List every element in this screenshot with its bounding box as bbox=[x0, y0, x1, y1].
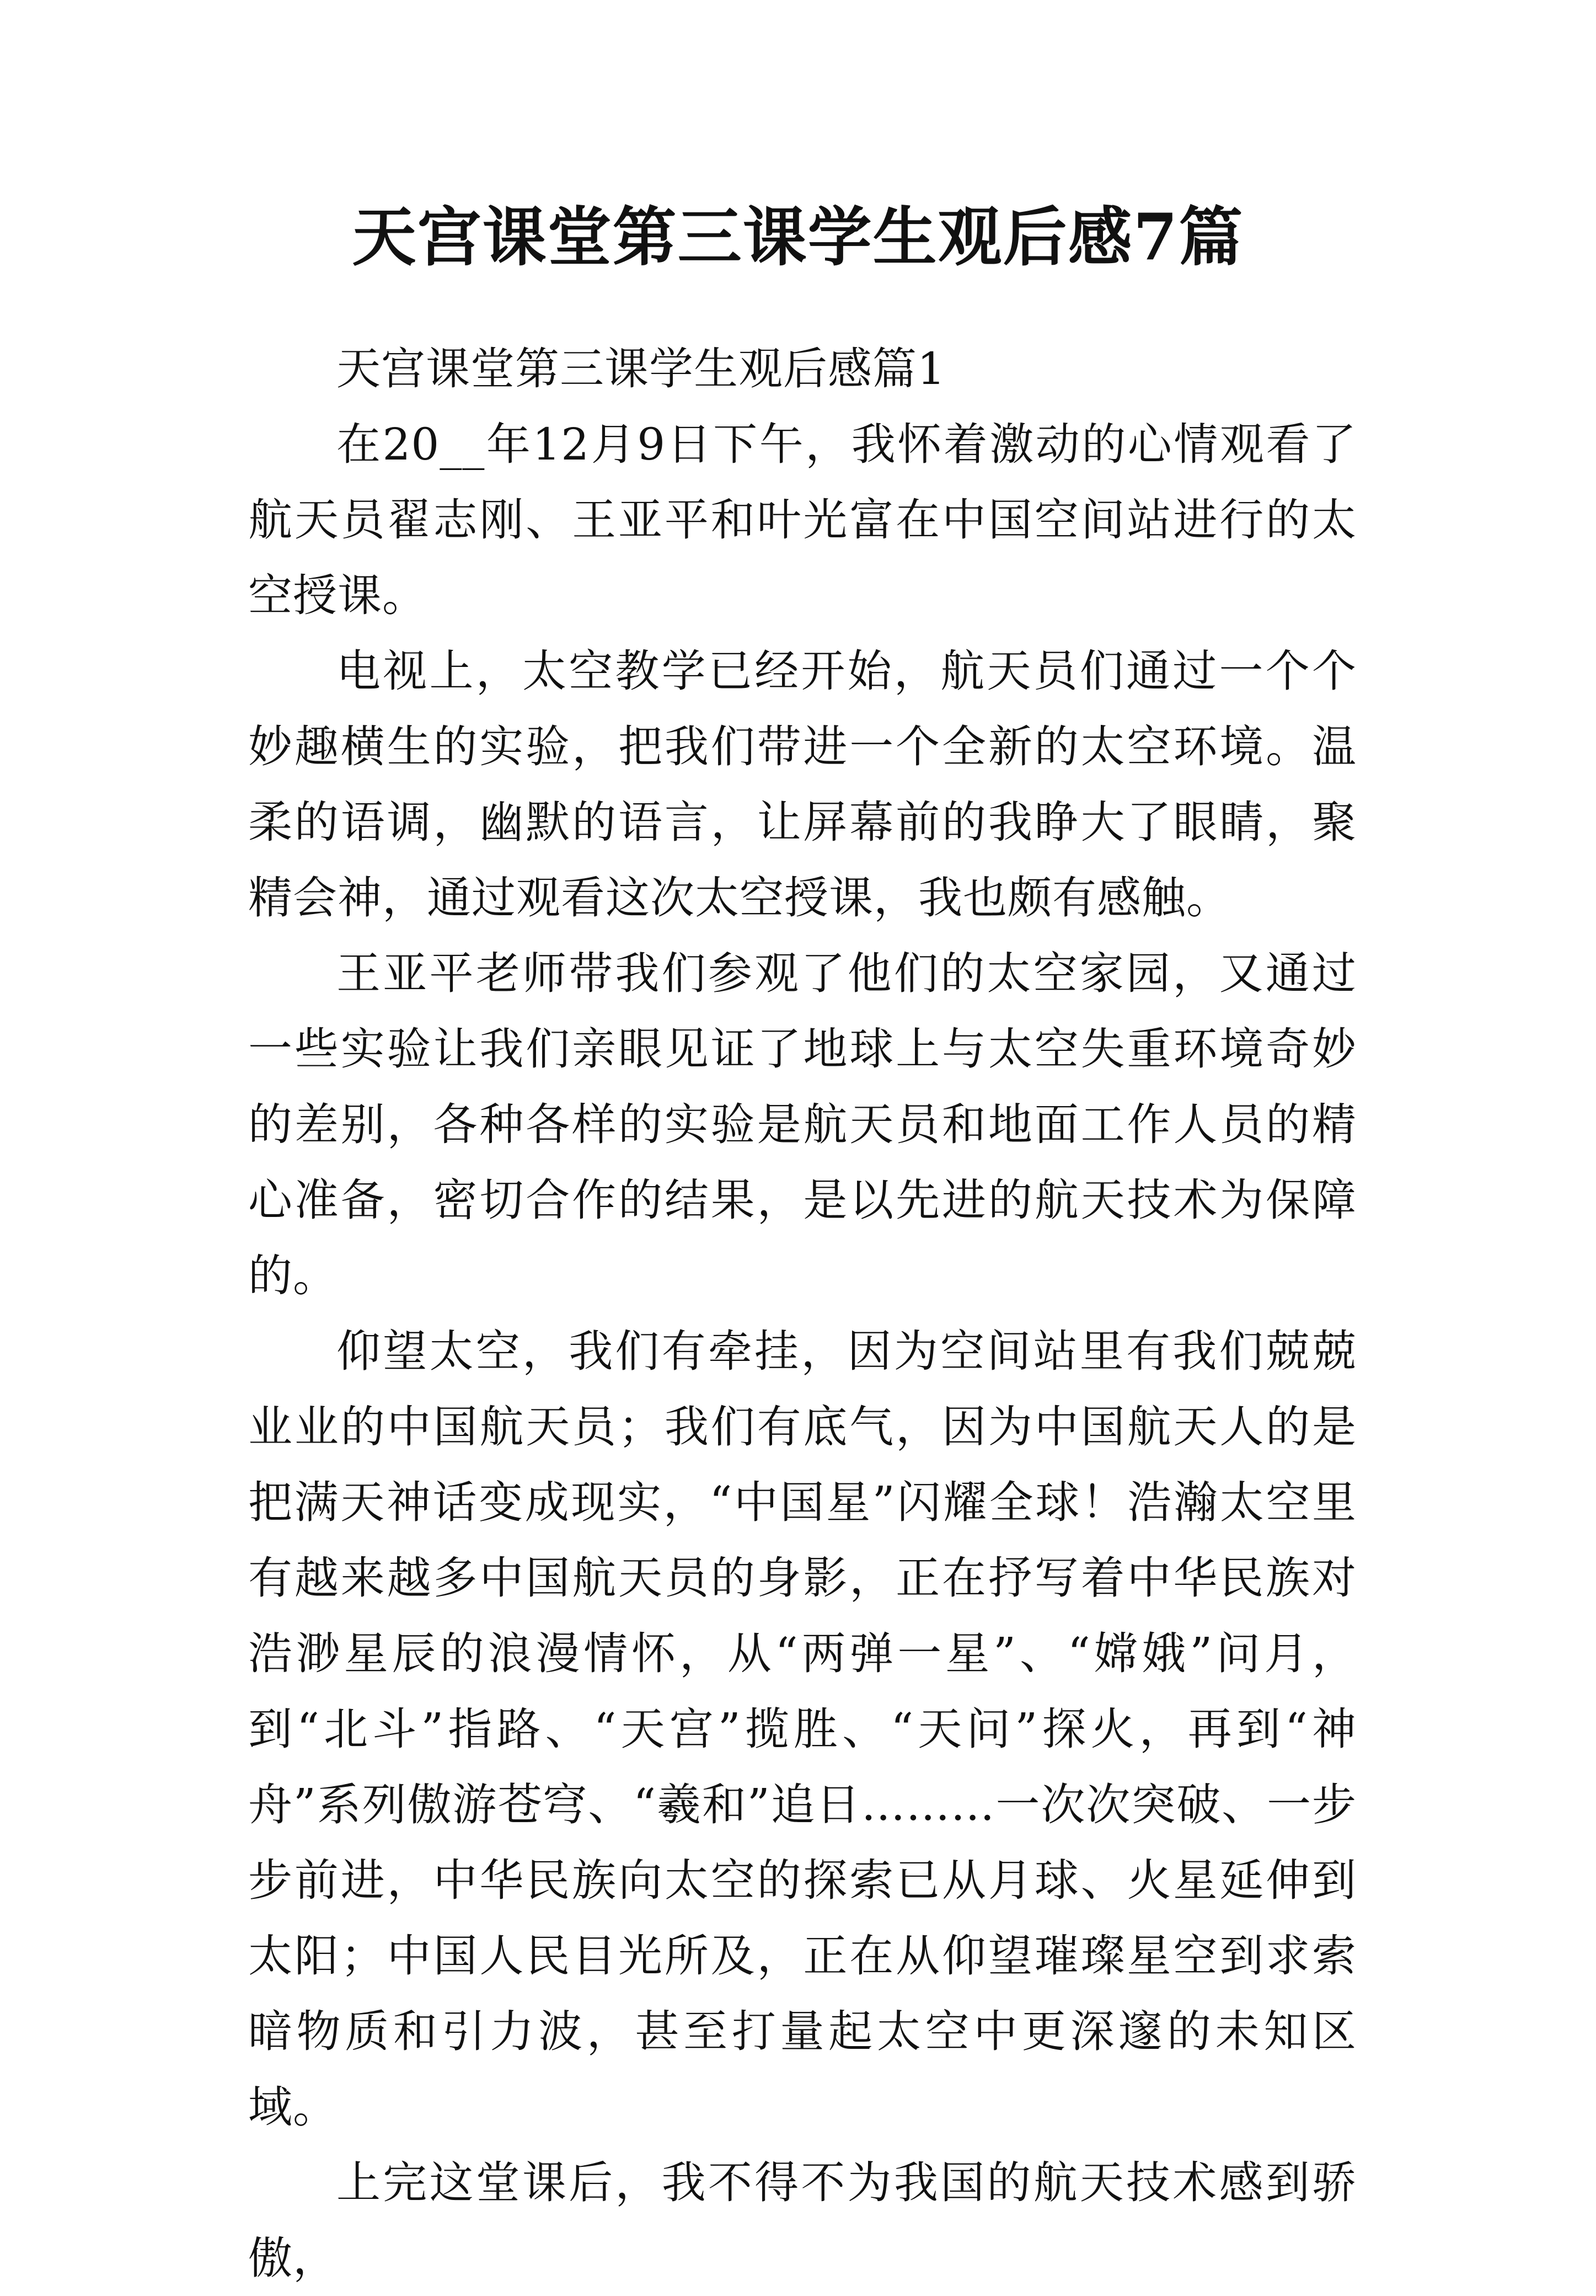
paragraph: 上完这堂课后，我不得不为我国的航天技术感到骄傲， bbox=[248, 2157, 1357, 2284]
paragraph: 电视上，太空教学已经开始，航天员们通过一个个妙趣横生的实验，把我们带进一个全新的太空环境。温柔的语调，幽默的语言，让屏幕前的我睁大了眼睛，聚精会神，通过观看这次太空授课，我也颇有感触。 bbox=[248, 645, 1357, 923]
paragraph: 仰望太空，我们有牵挂，因为空间站里有我们兢兢业业的中国航天员；我们有底气，因为中国航天人的是把满天神话变成现实，“中国星”闪耀全球！浩瀚太空里有越来越多中国航天员的身影，正在抒写着中华民族对浩渺星辰的浪漫情怀，从“两弹一星”、“嫦娥”问月，到“北斗”指路、“天宫”揽胜、“天问”探火，再到“神舟”系列傲游苍穹、“羲和”追日………一次次突破、一步步前进，中华民族向太空的探索已从月球、火星延伸到太阳；中国人民目光所及，正在从仰望璀璨星空到求索暗物质和引力波，甚至打量起太空中更深邃的未知区域。 bbox=[248, 1326, 1357, 2133]
document-title: 天宫课堂第三课学生观后感7篇 bbox=[352, 200, 1244, 275]
section-heading: 天宫课堂第三课学生观后感篇1 bbox=[336, 343, 946, 394]
paragraph: 王亚平老师带我们参观了他们的太空家园，又通过一些实验让我们亲眼见证了地球上与太空失重环境奇妙的差别，各种各样的实验是航天员和地面工作人员的精心准备，密切合作的结果，是以先进的航天技术为保障的。 bbox=[248, 948, 1357, 1301]
document-body bbox=[248, 331, 1357, 2296]
paragraph: 在20__年12月9日下午，我怀着激动的心情观看了航天员翟志刚、王亚平和叶光富在中国空间站进行的太空授课。 bbox=[248, 419, 1357, 621]
